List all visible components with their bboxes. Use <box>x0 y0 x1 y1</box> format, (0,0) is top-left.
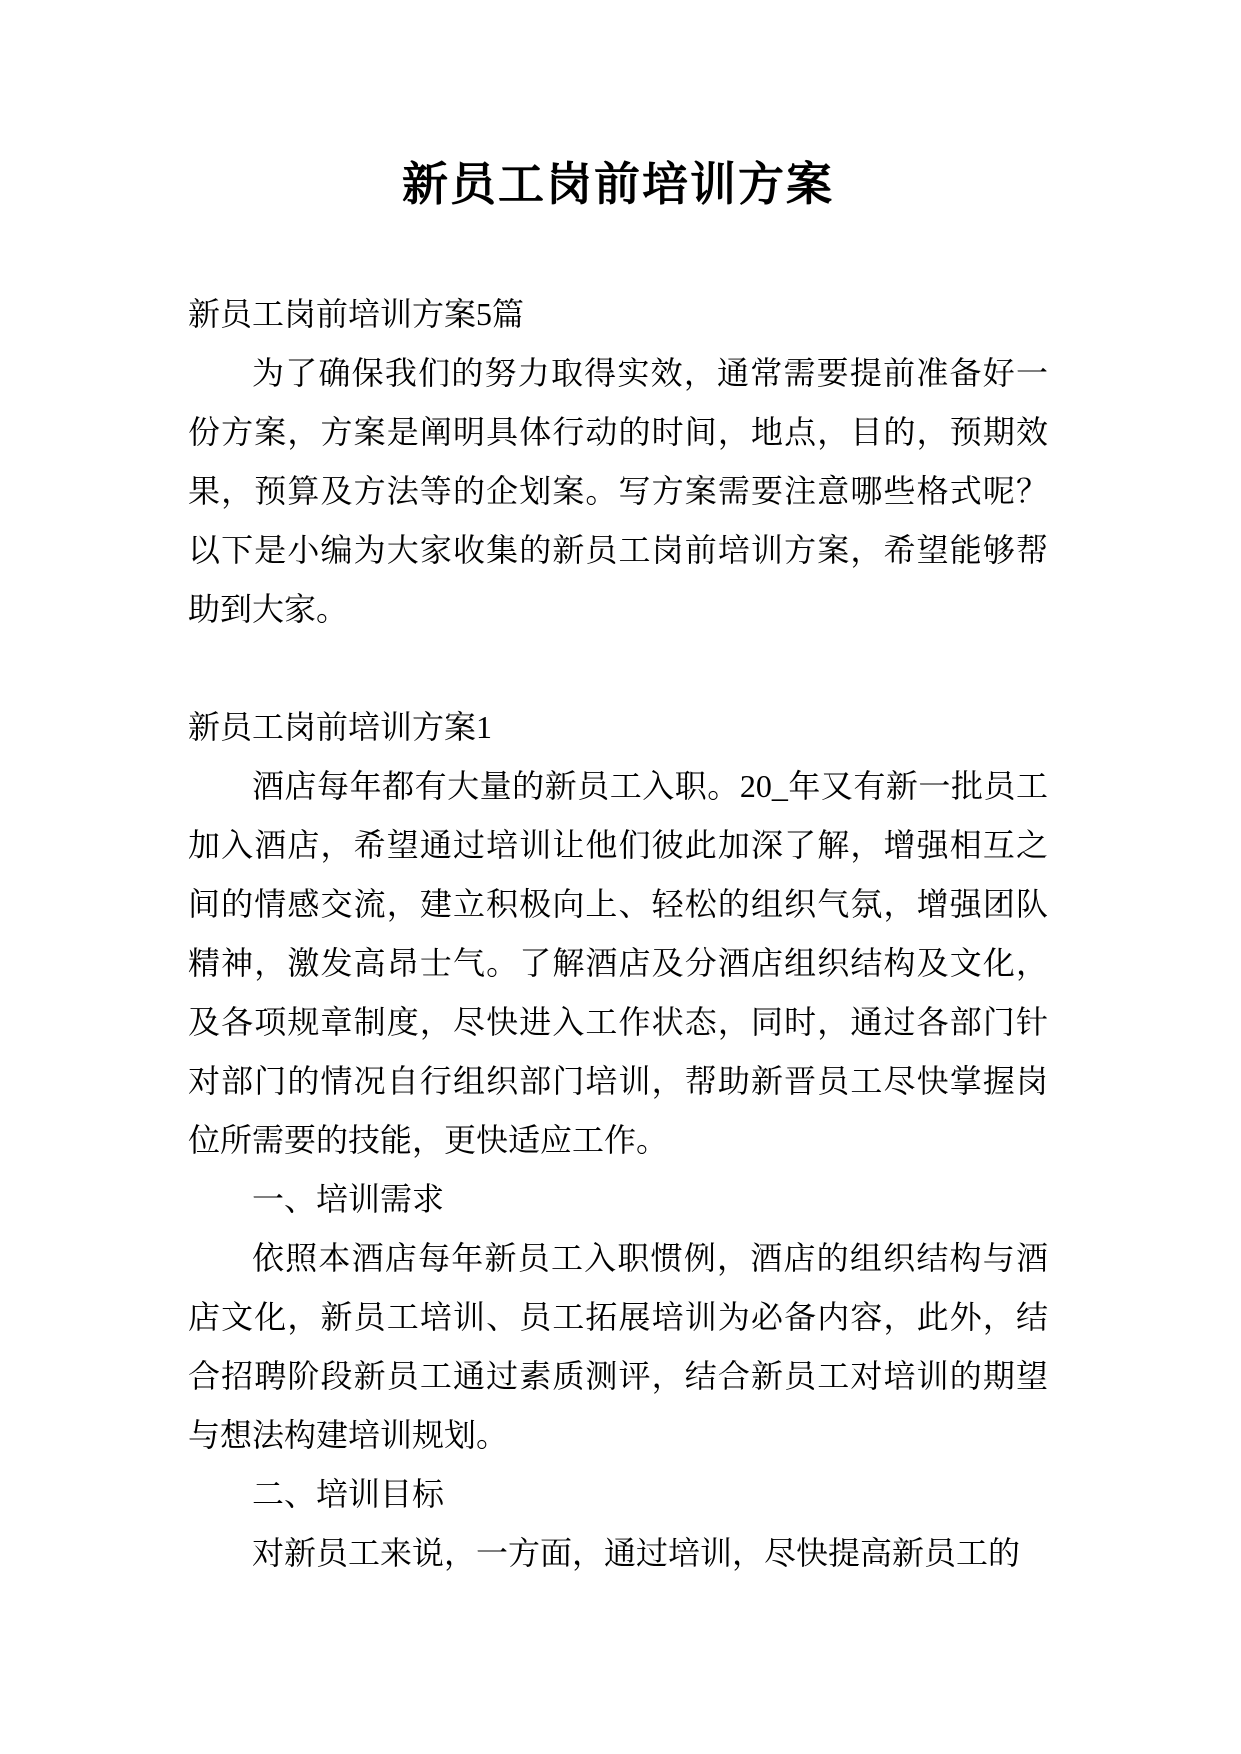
training-needs-paragraph: 依照本酒店每年新员工入职惯例，酒店的组织结构与酒店文化，新员工培训、员工拓展培训为必备内容，此外，结合招聘阶段新员工通过素质测评，结合新员工对培训的期望与想法构建培训规划。 <box>188 1240 1048 1453</box>
paragraph-spacer <box>188 639 1048 698</box>
section-1-intro-paragraph: 酒店每年都有大量的新员工入职。20_年又有新一批员工加入酒店，希望通过培训让他们彼此加深了解，增强相互之间的情感交流，建立积极向上、轻松的组织气氛，增强团队精神，激发高昂士气。了解酒店及分酒店组织结构及文化，及各项规章制度，尽快进入工作状态，同时，通过各部门针对部门的情况自行组织部门培训，帮助新晋员工尽快掌握岗位所需要的技能，更快适应工作。 <box>188 768 1048 1158</box>
heading-training-needs: 一、培训需求 <box>252 1181 445 1217</box>
document-body <box>188 285 1048 1583</box>
doc-subtitle: 新员工岗前培训方案5篇 <box>188 296 525 332</box>
training-goals-paragraph: 对新员工来说，一方面，通过培训，尽快提高新员工的 <box>252 1535 1021 1571</box>
section-1-title: 新员工岗前培训方案1 <box>188 709 493 745</box>
heading-training-goals: 二、培训目标 <box>252 1476 445 1512</box>
document-title: 新员工岗前培训方案 <box>402 159 834 210</box>
intro-paragraph: 为了确保我们的努力取得实效，通常需要提前准备好一份方案，方案是阐明具体行动的时间，地点，目的，预期效果，预算及方法等的企划案。写方案需要注意哪些格式呢？以下是小编为大家收集的新员工岗前培训方案，希望能够帮助到大家。 <box>188 355 1048 627</box>
